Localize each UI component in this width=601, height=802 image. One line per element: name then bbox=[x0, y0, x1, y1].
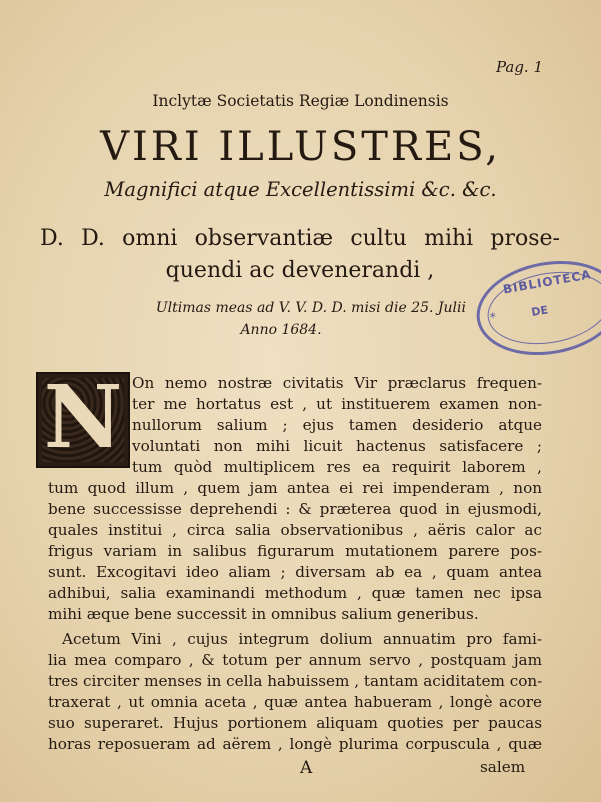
body-line: tum quod illum , quem jam antea ei rei impenderam , non bbox=[48, 479, 542, 497]
body-line: quales institui , circa salia observationibus , aëris calor ac bbox=[48, 521, 542, 539]
society-heading: Inclytæ Societatis Regiæ Londinensis bbox=[152, 92, 449, 110]
signature-mark: A bbox=[300, 758, 313, 778]
body-line: sunt. Excogitavi ideo aliam ; diversam ab ea , quam antea bbox=[48, 563, 542, 581]
body-line: horas reposueram ad aërem , longè plurima corpuscula , quæ bbox=[48, 735, 542, 753]
dateline-1: Ultimas meas ad V. V. D. D. misi die 25. Julii bbox=[155, 300, 466, 316]
body-line: ter me hortatus est , ut instituerem examen non- bbox=[132, 395, 542, 413]
body-line: tres circiter menses in cella habuissem , tantam aciditatem con- bbox=[48, 672, 543, 690]
body-line: frigus variam in salibus figurarum mutationem parere pos- bbox=[48, 542, 542, 560]
body-line: tum quòd multiplicem res ea requirit laborem , bbox=[132, 458, 542, 476]
body-line: nullorum salium ; ejus tamen desiderio atque bbox=[132, 416, 542, 434]
stamp-middle-text: DE bbox=[530, 303, 550, 320]
body-line: bene successisse deprehendi : & præterea quod in ejusmodi, bbox=[48, 500, 542, 518]
drop-cap bbox=[36, 367, 130, 468]
stamp-star-icon: * bbox=[488, 310, 498, 327]
body-line: mihi æque bene successit in omnibus salium generibus. bbox=[48, 605, 479, 623]
magnifici-subtitle: Magnifici atque Excellentissimi &c. &c. bbox=[104, 178, 497, 201]
body-line: lia mea comparo , & totum per annum servo , postquam jam bbox=[48, 651, 542, 669]
body-line: On nemo nostræ civitatis Vir præclarus frequen- bbox=[132, 374, 542, 392]
dedication-line-2: quendi ac devenerandi , bbox=[165, 258, 435, 283]
body-line: suo superaret. Hujus portionem aliquam quoties per paucas bbox=[48, 714, 542, 732]
body-line: adhibui, salia examinandi methodum , quæ tamen nec ipsa bbox=[48, 584, 542, 602]
dateline-2: Anno 1684. bbox=[240, 322, 322, 338]
dedication-line-1: D. D. omni observantiæ cultu mihi prose- bbox=[40, 226, 560, 251]
viri-illustres-title: VIRI ILLUSTRES, bbox=[100, 124, 501, 170]
catchword: salem bbox=[480, 758, 526, 776]
body-line: traxerat , ut omnia aceta , quæ antea habueram , longè acore bbox=[48, 693, 542, 711]
body-line: Acetum Vini , cujus integrum dolium annuatim pro fami- bbox=[62, 630, 542, 648]
drop-cap-letter: N bbox=[43, 367, 123, 468]
body-line: voluntati non mihi licuit hactenus satisfacere ; bbox=[132, 437, 542, 455]
page-number: Pag. 1 bbox=[495, 58, 543, 76]
stamp-top-text: BIBLIOTECA bbox=[501, 267, 593, 297]
